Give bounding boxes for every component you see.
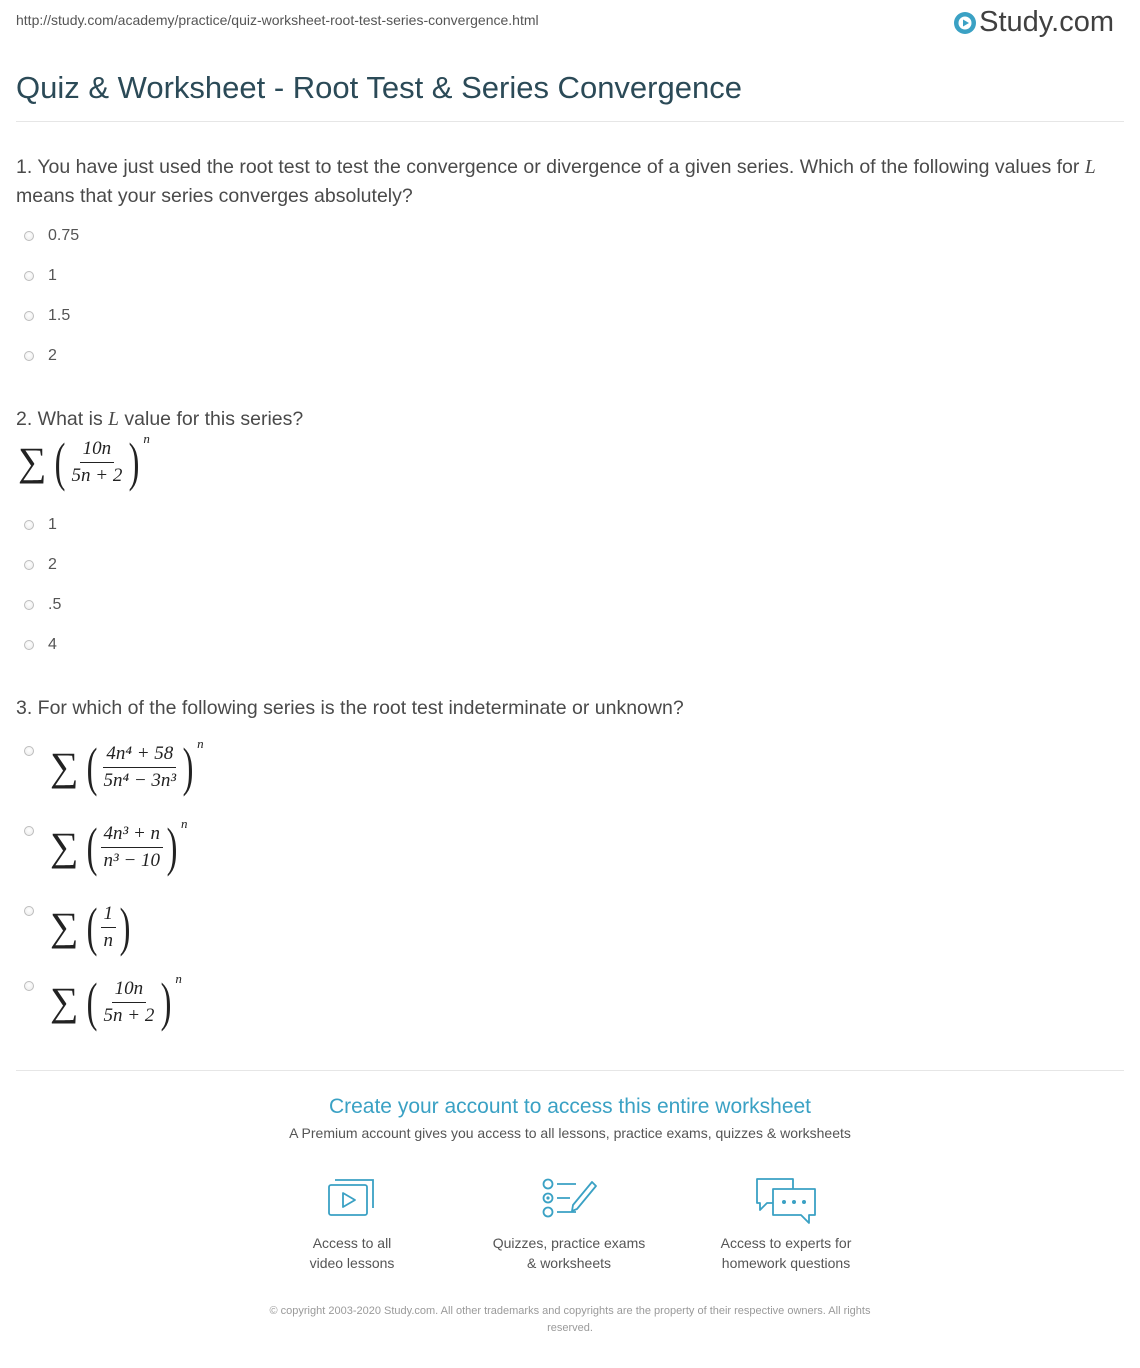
series-expression bbox=[50, 816, 188, 877]
numerator: 1 bbox=[101, 903, 117, 928]
feature-line-1: Access to all bbox=[312, 1235, 392, 1251]
question-3-text: 3. For which of the following series is the root test indeterminate or unknown? bbox=[16, 697, 684, 719]
sigma-symbol: ∑ bbox=[50, 979, 79, 1024]
option-label: 2 bbox=[48, 556, 57, 573]
q2-option-2[interactable] bbox=[24, 554, 57, 576]
radio-button[interactable] bbox=[24, 560, 34, 570]
q1-option-4[interactable] bbox=[24, 345, 57, 367]
question-2-text bbox=[16, 405, 1126, 434]
radio-button[interactable] bbox=[24, 311, 34, 321]
quizzes-icon bbox=[540, 1175, 598, 1221]
copyright-line-1: © copyright 2003-2020 Study.com. All other trademarks and copyrights are the property of their respective owners. All rights bbox=[269, 1305, 871, 1317]
q3-option-1[interactable] bbox=[24, 736, 204, 797]
option-label: 4 bbox=[48, 636, 57, 653]
series-expression bbox=[50, 897, 134, 957]
q2-option-3[interactable] bbox=[24, 594, 61, 616]
left-paren: ( bbox=[86, 897, 97, 957]
radio-button[interactable] bbox=[24, 520, 34, 530]
radio-button[interactable] bbox=[24, 600, 34, 610]
radio-button[interactable] bbox=[24, 640, 34, 650]
fraction bbox=[101, 903, 117, 952]
sigma-symbol: ∑ bbox=[50, 744, 79, 789]
feature-label bbox=[242, 1233, 462, 1273]
video-lessons-icon bbox=[326, 1175, 378, 1221]
study-logo[interactable] bbox=[953, 6, 1114, 39]
question-2-variable: L bbox=[108, 409, 119, 430]
option-label: 1 bbox=[48, 516, 57, 533]
top-bar bbox=[0, 0, 1140, 50]
feature-line-2: homework questions bbox=[721, 1255, 851, 1271]
play-circle-icon bbox=[953, 11, 977, 35]
section-divider bbox=[16, 1070, 1124, 1071]
numerator: 10n bbox=[80, 438, 115, 463]
exponent: n bbox=[175, 971, 182, 986]
radio-button[interactable] bbox=[24, 746, 34, 756]
denominator: n³ − 10 bbox=[103, 849, 161, 871]
feature-label bbox=[459, 1233, 679, 1273]
series-expression bbox=[50, 971, 182, 1032]
q3-option-2[interactable] bbox=[24, 816, 188, 877]
sigma-symbol: ∑ bbox=[50, 904, 79, 949]
option-label: .5 bbox=[48, 596, 62, 613]
left-paren: ( bbox=[86, 972, 97, 1032]
option-label: 0.75 bbox=[48, 227, 80, 244]
experts-chat-icon bbox=[753, 1175, 819, 1227]
left-paren: ( bbox=[86, 737, 97, 797]
feature-line-1: Quizzes, practice exams bbox=[492, 1235, 646, 1251]
title-divider bbox=[16, 121, 1124, 122]
fraction bbox=[101, 743, 180, 792]
create-account-link[interactable]: Create your account to access this entire worksheet bbox=[328, 1095, 812, 1118]
feature-line-2: video lessons bbox=[309, 1255, 395, 1271]
left-paren: ( bbox=[54, 432, 65, 492]
q3-option-3[interactable] bbox=[24, 897, 134, 957]
copyright-notice bbox=[210, 1303, 930, 1337]
left-paren: ( bbox=[86, 817, 97, 877]
question-1-text bbox=[16, 153, 1126, 210]
logo-text: Study.com bbox=[979, 6, 1114, 38]
premium-description: A Premium account gives you access to all lessons, practice exams, quizzes & worksheets bbox=[289, 1125, 851, 1141]
exponent: n bbox=[181, 816, 188, 831]
feature-line-1: Access to experts for bbox=[720, 1235, 852, 1251]
radio-button[interactable] bbox=[24, 981, 34, 991]
question-2-suffix: value for this series? bbox=[124, 408, 304, 430]
q1-option-2[interactable] bbox=[24, 265, 57, 287]
feature-line-2: & worksheets bbox=[526, 1255, 612, 1271]
feature-experts bbox=[676, 1175, 896, 1273]
radio-button[interactable] bbox=[24, 231, 34, 241]
q2-option-1[interactable] bbox=[24, 514, 57, 536]
sigma-symbol: ∑ bbox=[18, 439, 47, 484]
series-expression bbox=[50, 736, 204, 797]
copyright-line-2: reserved. bbox=[547, 1322, 593, 1334]
q1-option-3[interactable] bbox=[24, 305, 70, 327]
radio-button[interactable] bbox=[24, 826, 34, 836]
option-label: 2 bbox=[48, 347, 57, 364]
right-paren: ) bbox=[119, 897, 131, 957]
page-url: http://study.com/academy/practice/quiz-worksheet-root-test-series-convergence.html bbox=[16, 12, 539, 28]
right-paren: ) bbox=[166, 817, 178, 877]
denominator: 5n + 2 bbox=[103, 1004, 155, 1026]
fraction bbox=[101, 978, 158, 1027]
feature-video-lessons bbox=[242, 1175, 462, 1273]
sigma-symbol: ∑ bbox=[50, 824, 79, 869]
denominator: 5n + 2 bbox=[71, 464, 123, 486]
option-label: 1.5 bbox=[48, 307, 71, 324]
radio-button[interactable] bbox=[24, 351, 34, 361]
fraction bbox=[69, 438, 126, 487]
right-paren: ) bbox=[182, 737, 194, 797]
option-label: 1 bbox=[48, 267, 57, 284]
denominator: n bbox=[103, 929, 113, 951]
radio-button[interactable] bbox=[24, 906, 34, 916]
numerator: 10n bbox=[112, 978, 147, 1003]
denominator: 5n⁴ − 3n³ bbox=[103, 769, 177, 791]
q1-option-1[interactable] bbox=[24, 225, 79, 247]
question-1-suffix: means that your series converges absolutely? bbox=[16, 185, 413, 207]
radio-button[interactable] bbox=[24, 271, 34, 281]
q3-option-4[interactable] bbox=[24, 971, 182, 1032]
question-1-prefix: 1. You have just used the root test to test the convergence or divergence of a given series. Which of the following values for bbox=[16, 156, 1080, 178]
page-title: Quiz & Worksheet - Root Test & Series Convergence bbox=[16, 70, 742, 105]
exponent: n bbox=[143, 431, 150, 446]
numerator: 4n⁴ + 58 bbox=[103, 743, 176, 768]
feature-quizzes bbox=[459, 1175, 679, 1273]
q2-option-4[interactable] bbox=[24, 634, 57, 656]
question-1-variable: L bbox=[1084, 157, 1096, 178]
question-2-prefix: 2. What is bbox=[16, 408, 103, 430]
right-paren: ) bbox=[160, 972, 172, 1032]
right-paren: ) bbox=[128, 432, 140, 492]
question-2-series bbox=[18, 431, 150, 492]
numerator: 4n³ + n bbox=[101, 823, 164, 848]
exponent: n bbox=[197, 736, 204, 751]
feature-label bbox=[676, 1233, 896, 1273]
fraction bbox=[101, 823, 164, 872]
